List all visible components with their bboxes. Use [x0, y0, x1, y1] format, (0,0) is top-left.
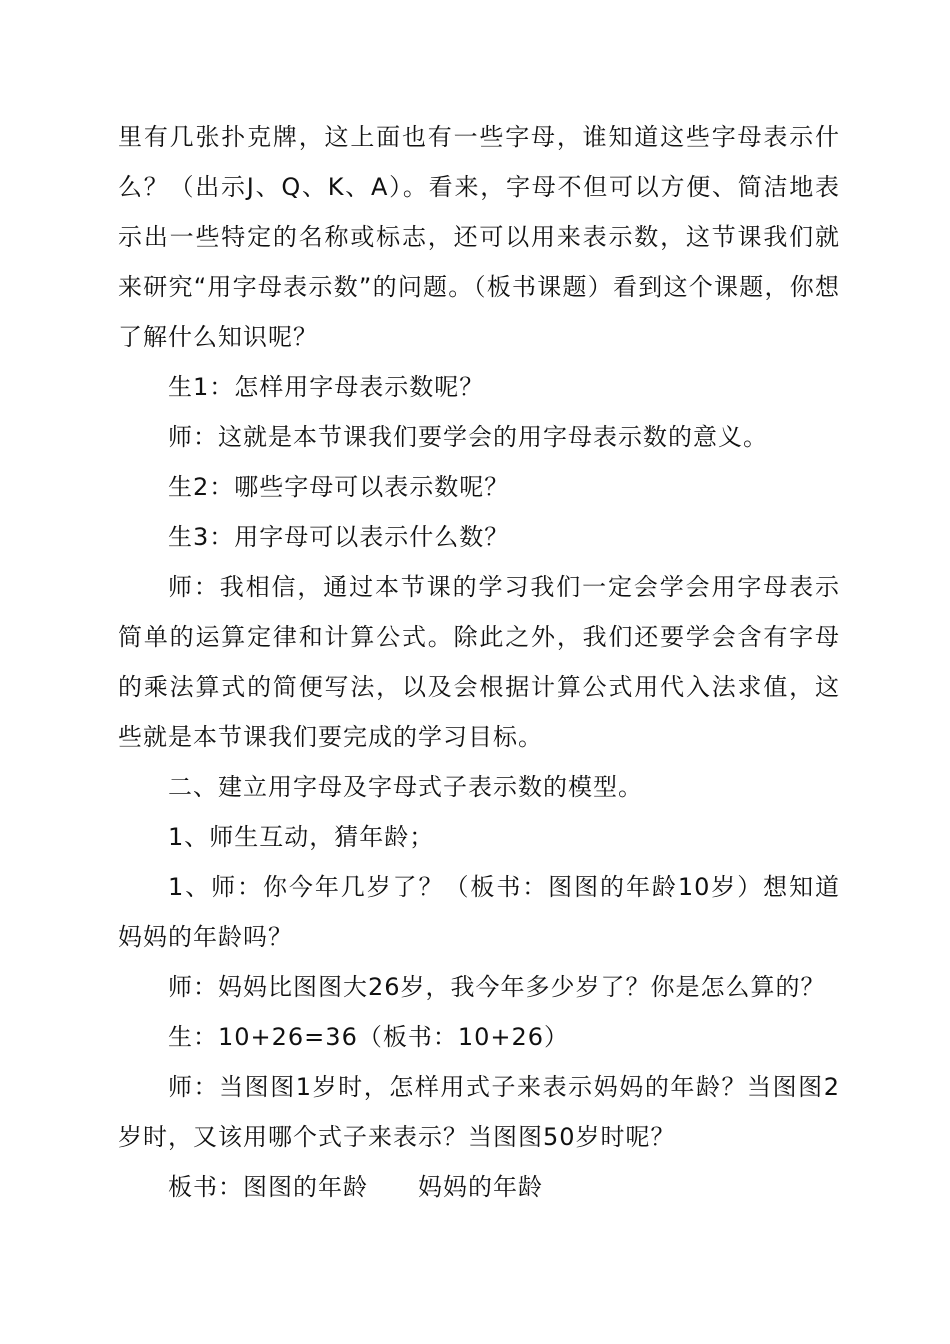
paragraph-teacher-goals: 师：我相信，通过本节课的学习我们一定会学会用字母表示简单的运算定律和计算公式。除此之外，我们还要学会含有字母的乘法算式的简便写法，以及会根据计算公式用代入法求值，这些就是本节课我们要完成的学习目标。 — [118, 573, 840, 751]
section-heading-2: 二、建立用字母及字母式子表示数的模型。 — [168, 773, 643, 801]
paragraph-teacher-mom-age: 师：妈妈比图图大26岁，我今年多少岁了？你是怎么算的？ — [168, 973, 826, 1001]
paragraph-student2: 生2：哪些字母可以表示数呢？ — [168, 473, 510, 501]
subsection-heading-1: 1、师生互动，猜年龄； — [168, 823, 435, 851]
paragraph-teacher-age: 1、师：你今年几岁了？（板书：图图的年龄10岁）想知道妈妈的年龄吗？ — [118, 873, 840, 951]
paragraph-intro: 里有几张扑克牌，这上面也有一些字母，谁知道这些字母表示什么？（出示J、Q、K、A）。看来，字母不但可以方便、简洁地表示出一些特定的名称或标志，还可以用来表示数，这节课我们就来研究“用字母表示数”的问题。（板书课题）看到这个课题，你想了解什么知识呢？ — [118, 123, 840, 351]
paragraph-student1: 生1：怎样用字母表示数呢？ — [168, 373, 485, 401]
paragraph-teacher1: 师：这就是本节课我们要学会的用字母表示数的意义。 — [168, 423, 768, 451]
document-body — [118, 112, 840, 1212]
paragraph-teacher-expression: 师：当图图1岁时，怎样用式子来表示妈妈的年龄？当图图2岁时，又该用哪个式子来表示？当图图50岁时呢？ — [118, 1073, 840, 1151]
paragraph-board-table: 板书：图图的年龄 妈妈的年龄 — [168, 1173, 543, 1201]
paragraph-student3: 生3：用字母可以表示什么数？ — [168, 523, 510, 551]
paragraph-student-calc: 生：10+26=36（板书：10+26） — [168, 1023, 570, 1051]
